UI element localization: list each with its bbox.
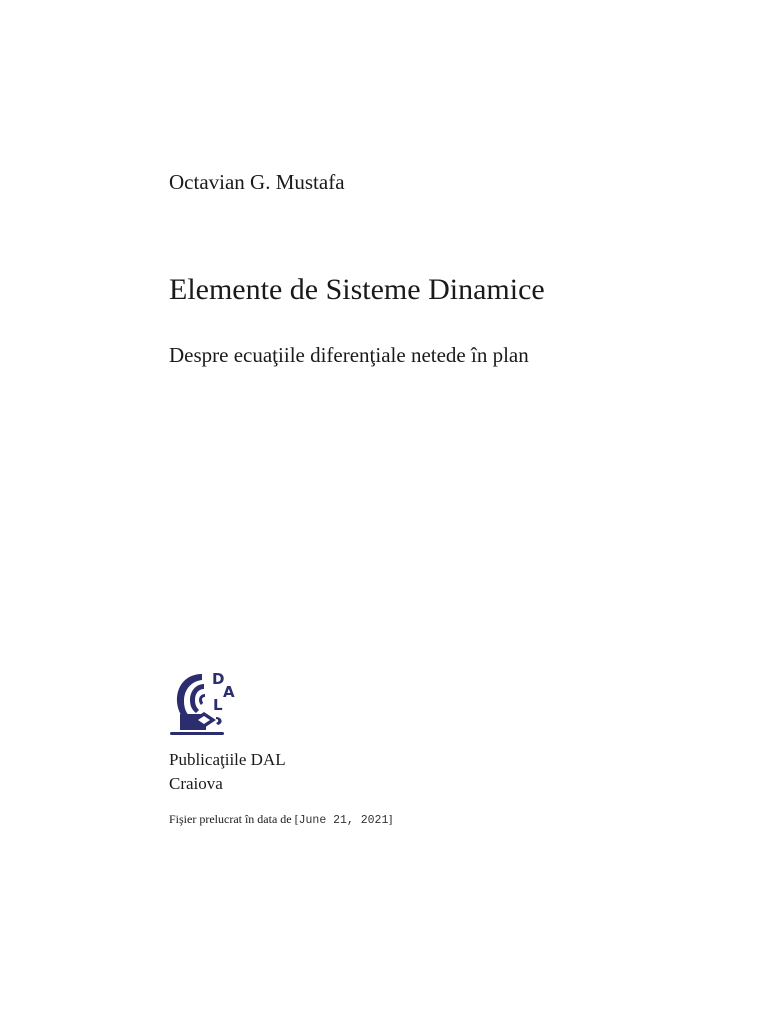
- logo-letter-d: D: [212, 670, 225, 688]
- publisher-name: Publicaţiile DAL: [169, 750, 286, 769]
- book-subtitle: Despre ecuaţiile diferenţiale netede în plan: [169, 343, 529, 367]
- file-note-suffix: ]: [388, 812, 393, 826]
- book-title: Elemente de Sisteme Dinamice: [169, 273, 545, 306]
- file-note-prefix: Fişier prelucrat în data de [: [169, 812, 299, 826]
- file-processed-note: [169, 811, 392, 829]
- publisher-block: [169, 748, 286, 796]
- dal-logo-icon: [168, 668, 240, 742]
- logo-letter-l: L: [213, 696, 223, 714]
- publisher-city: Craiova: [169, 774, 223, 793]
- author-name: Octavian G. Mustafa: [169, 170, 345, 194]
- logo-letter-a: A: [223, 683, 235, 701]
- file-note-date: June 21, 2021: [298, 814, 389, 827]
